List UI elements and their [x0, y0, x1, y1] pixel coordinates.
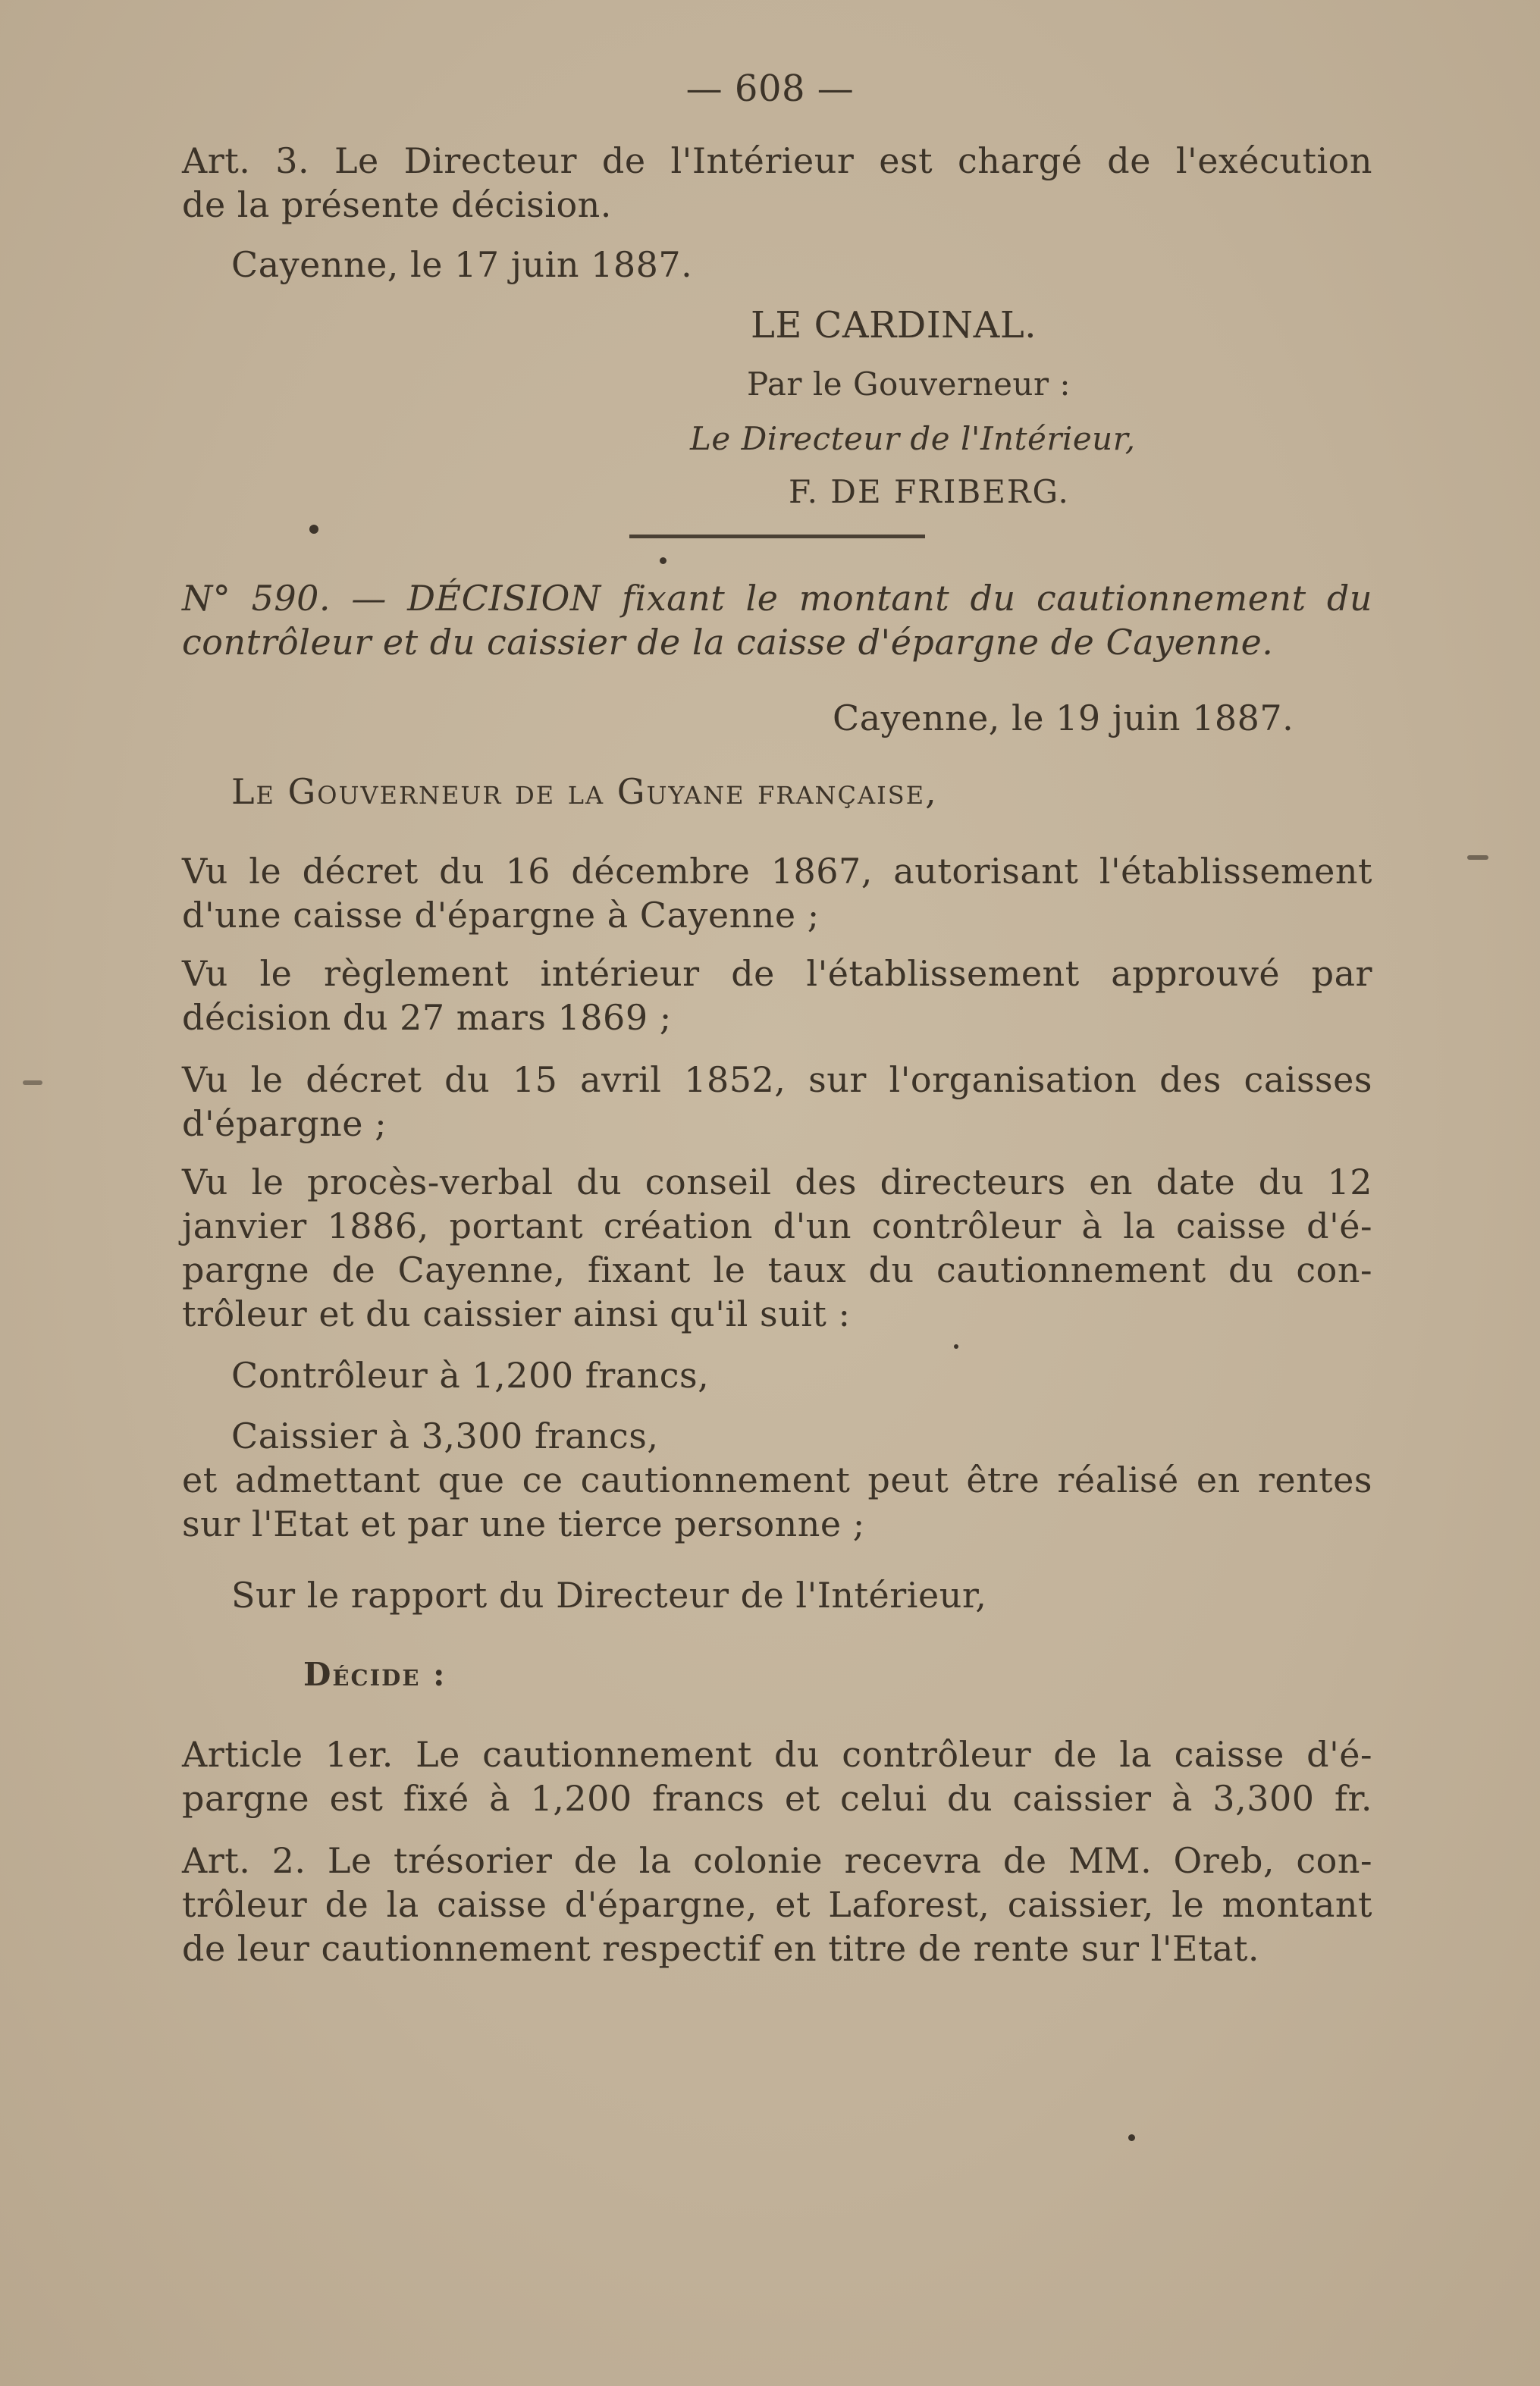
- decision-title-line-2: contrôleur et du caissier de la caisse d'épargne de Cayenne.: [182, 622, 1274, 663]
- admettant-line-2: sur l'Etat et par une tierce personne ;: [182, 1503, 865, 1544]
- controleur-amount: Contrôleur à 1,200 francs,: [231, 1355, 710, 1396]
- signer-friberg: F. DE FRIBERG.: [789, 473, 1070, 510]
- vu-2-line-1: Vu le règlement intérieur de l'établissement approuvé par: [182, 953, 1372, 994]
- signature-place-date: Cayenne, le 17 juin 1887.: [231, 244, 693, 285]
- paper-speck: [23, 1080, 42, 1085]
- admettant-line-1: et admettant que ce cautionnement peut être réalisé en rentes: [182, 1460, 1372, 1500]
- directeur-interieur: Le Directeur de l'Intérieur,: [690, 420, 1136, 457]
- decision-title-line-1: N° 590. — DÉCISION fixant le montant du cautionnement du: [182, 578, 1372, 619]
- rapport-line: Sur le rapport du Directeur de l'Intérieur,: [231, 1575, 987, 1616]
- vu-3-line-2: d'épargne ;: [182, 1103, 387, 1144]
- article-1-line-2: pargne est fixé à 1,200 francs et celui du caissier à 3,300 fr.: [182, 1778, 1372, 1819]
- signer-name: LE CARDINAL.: [751, 304, 1037, 346]
- article-2-line-1: Art. 2. Le trésorier de la colonie recevra de MM. Oreb, con-: [182, 1840, 1372, 1881]
- vu-4-line-3: pargne de Cayenne, fixant le taux du cautionnement du con-: [182, 1249, 1372, 1290]
- vu-1-line-1: Vu le décret du 16 décembre 1867, autorisant l'établissement: [182, 851, 1372, 892]
- vu-3-line-1: Vu le décret du 15 avril 1852, sur l'organisation des caisses: [182, 1059, 1372, 1100]
- vu-4-line-2: janvier 1886, portant création d'un contrôleur à la caisse d'é-: [182, 1206, 1372, 1246]
- vu-4-line-4: trôleur et du caissier ainsi qu'il suit :: [182, 1293, 851, 1334]
- gouverneur-heading: Le Gouverneur de la Guyane française,: [231, 771, 938, 812]
- article-3-line-2: de la présente décision.: [182, 184, 612, 225]
- paper-speck: [1128, 2134, 1135, 2141]
- vu-1-line-2: d'une caisse d'épargne à Cayenne ;: [182, 895, 820, 936]
- article-1-line-1: Article 1er. Le cautionnement du contrôleur de la caisse d'é-: [182, 1734, 1372, 1775]
- paper-speck: [954, 1344, 958, 1349]
- decision-place-date: Cayenne, le 19 juin 1887.: [833, 698, 1294, 738]
- par-le-gouverneur: Par le Gouverneur :: [747, 365, 1071, 403]
- paper-speck: [1467, 855, 1488, 860]
- article-2-line-3: de leur cautionnement respectif en titre de rente sur l'Etat.: [182, 1928, 1260, 1969]
- page-number: — 608 —: [685, 67, 855, 110]
- decide-heading: Décide :: [303, 1656, 447, 1693]
- paper-speck: [309, 525, 318, 534]
- vu-2-line-2: décision du 27 mars 1869 ;: [182, 997, 672, 1038]
- vu-4-line-1: Vu le procès-verbal du conseil des directeurs en date du 12: [182, 1162, 1372, 1202]
- caissier-amount: Caissier à 3,300 francs,: [231, 1416, 659, 1456]
- article-2-line-2: trôleur de la caisse d'épargne, et Laforest, caissier, le montant: [182, 1884, 1372, 1925]
- paper-speck: [660, 557, 666, 564]
- article-3-line-1: Art. 3. Le Directeur de l'Intérieur est chargé de l'exécution: [182, 140, 1372, 181]
- section-divider: [629, 535, 925, 538]
